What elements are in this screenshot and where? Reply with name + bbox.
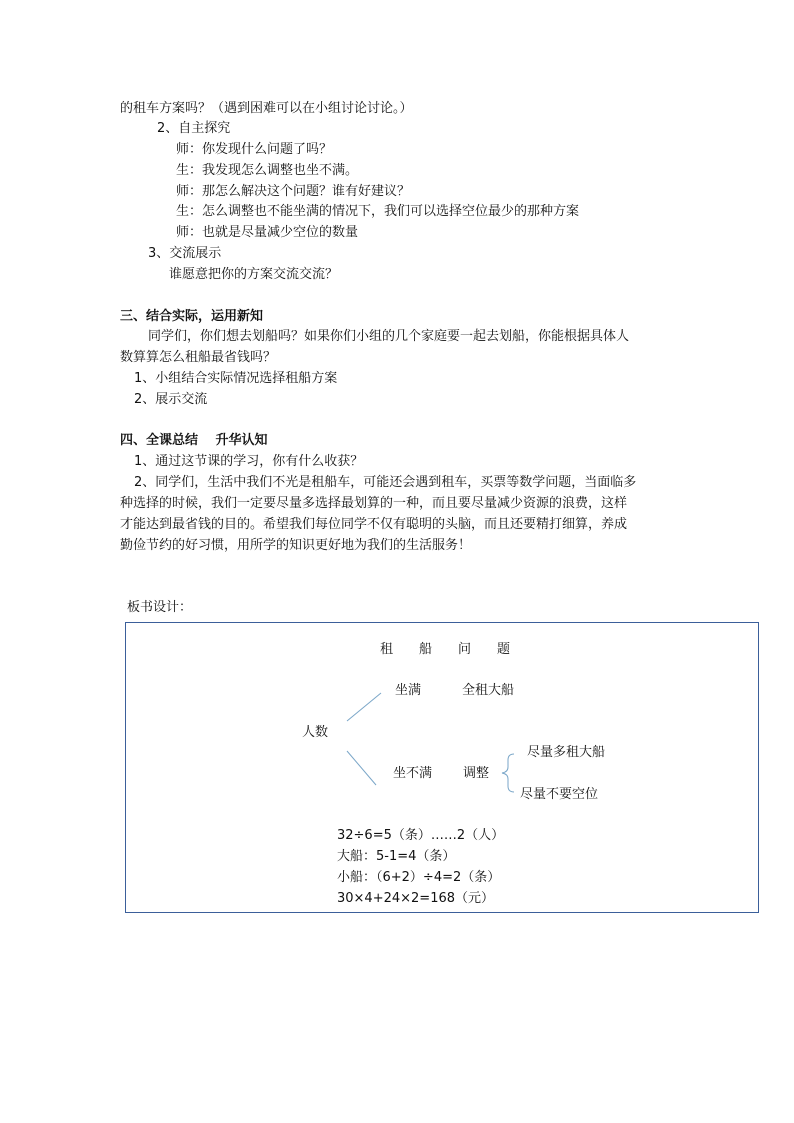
section-heading: 四、全课总结 升华认知 <box>120 433 268 448</box>
dialogue-line: 生：我发现怎么调整也坐不满。 <box>176 163 359 178</box>
dialogue-line: 师：那怎么解决这个问题？谁有好建议？ <box>176 184 411 199</box>
dialogue-line: 师：也就是尽量减少空位的数量 <box>176 225 359 240</box>
paragraph-line: 勤俭节约的好习惯，用所学的知识更好地为我们的生活服务！ <box>120 538 472 553</box>
text-line: 2、自主探究 <box>157 121 231 136</box>
dialogue-line: 生：怎么调整也不能坐满的情况下，我们可以选择空位最少的那种方案 <box>176 204 580 219</box>
calc-line: 大船：5-1=4（条） <box>337 849 456 864</box>
list-item: 2、展示交流 <box>134 392 208 407</box>
board-design-box <box>125 622 759 913</box>
list-item: 1、小组结合实际情况选择租船方案 <box>134 371 338 386</box>
branch-full: 坐满 <box>395 683 422 698</box>
board-label: 板书设计： <box>127 600 193 615</box>
adjust-label: 调整 <box>463 766 490 781</box>
paragraph-line: 才能达到最省钱的目的。希望我们每位同学不仅有聪明的头脑，而且还要精打细算，养成 <box>120 517 628 532</box>
paragraph-line: 数算算怎么租船最省钱吗？ <box>120 350 277 365</box>
paragraph-line: 同学们，你们想去划船吗？如果你们小组的几个家庭要一起去划船，你能根据具体人 <box>148 329 630 344</box>
text-line: 3、交流展示 <box>148 246 222 261</box>
text-line: 谁愿意把你的方案交流交流？ <box>169 267 339 282</box>
paragraph-line: 种选择的时候，我们一定要尽量多选择最划算的一种，而且要尽量减少资源的浪费，这样 <box>120 496 628 511</box>
full-result: 全租大船 <box>462 683 515 698</box>
calc-line: 小船：（6+2）÷4=2（条） <box>337 870 501 885</box>
tree-root: 人数 <box>302 725 329 740</box>
dialogue-line: 师：你发现什么问题了吗？ <box>176 142 333 157</box>
section-heading: 三、结合实际，运用新知 <box>120 309 264 324</box>
calc-line: 32÷6=5（条）……2（人） <box>337 828 505 843</box>
option-1: 尽量多租大船 <box>527 745 606 760</box>
text-line: 的租车方案吗？（遇到困难可以在小组讨论讨论。） <box>120 101 413 116</box>
option-2: 尽量不要空位 <box>520 787 599 802</box>
board-title: 租船问题 <box>380 642 537 657</box>
paragraph-line: 2、同学们，生活中我们不光是租船车，可能还会遇到租车，买票等数学问题，当面临多 <box>134 475 637 490</box>
branch-not-full: 坐不满 <box>393 766 433 781</box>
calc-line: 30×4+24×2=168（元） <box>337 891 495 906</box>
list-item: 1、通过这节课的学习，你有什么收获？ <box>134 454 364 469</box>
